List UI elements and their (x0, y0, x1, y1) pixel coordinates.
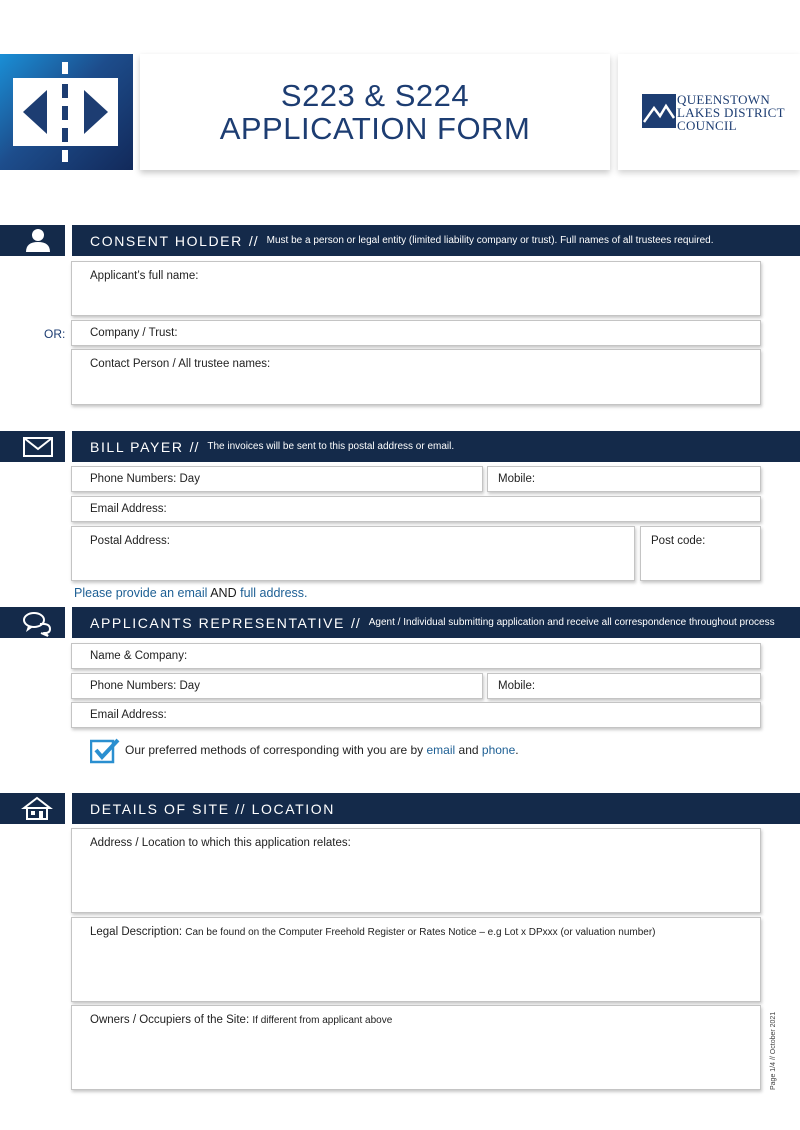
owners-occupiers-label (90, 1014, 392, 1026)
legal-description-title: Legal Description: (90, 926, 183, 938)
logo-stripes-icon (0, 54, 133, 170)
mountain-logo-icon (642, 94, 676, 128)
rep-phone-field[interactable] (71, 673, 483, 699)
consent-holder-icon-box (0, 225, 65, 256)
representative-icon-box (0, 607, 65, 638)
applicant-name-field[interactable] (71, 261, 761, 316)
preference-and: and (458, 743, 479, 757)
contact-person-label: Contact Person / All trustee names: (90, 358, 271, 370)
representative-note: Agent / Individual submitting application and receive all correspondence throughout process (368, 617, 775, 628)
form-logo (0, 54, 133, 170)
legal-description-label (90, 926, 656, 938)
preferred-contact-text (125, 743, 519, 757)
speech-bubbles-icon (0, 607, 65, 638)
council-line-3: COUNCIL (677, 118, 737, 133)
bill-mobile-label: Mobile: (498, 473, 536, 485)
site-icon-box (0, 793, 65, 824)
bill-payer-icon-box (0, 431, 65, 462)
rep-email-field[interactable] (71, 702, 761, 728)
section-slash: // (248, 232, 259, 249)
owners-occupiers-title: Owners / Occupiers of the Site: (90, 1014, 250, 1026)
preference-text: Our preferred methods of corresponding with you are by (125, 743, 424, 757)
envelope-icon (0, 431, 65, 462)
council-name (677, 93, 785, 132)
representative-title: APPLICANTS REPRESENTATIVE (90, 614, 345, 631)
person-icon (0, 225, 65, 256)
page-footer: Page 1/4 // October 2021 (770, 1011, 777, 1090)
bill-email-field[interactable] (71, 496, 761, 522)
owners-occupiers-field[interactable] (71, 1005, 761, 1090)
consent-holder-title: CONSENT HOLDER (90, 232, 243, 249)
rep-mobile-field[interactable] (487, 673, 761, 699)
council-line-2: LAKES DISTRICT (677, 105, 785, 120)
preferred-contact-checkbox[interactable] (90, 738, 120, 764)
bill-payer-note: The invoices will be sent to this postal address or email. (207, 441, 455, 452)
bill-postal-label: Postal Address: (90, 535, 170, 547)
house-icon (0, 793, 65, 824)
rep-phone-label: Phone Numbers: Day (90, 680, 200, 692)
rep-mobile-label: Mobile: (498, 680, 536, 692)
preference-email: email (426, 743, 456, 757)
bill-payer-bar (72, 431, 800, 462)
site-title: DETAILS OF SITE // LOCATION (90, 800, 335, 817)
section-slash: // (189, 438, 200, 455)
reminder-part3: full address. (240, 586, 308, 600)
consent-holder-bar (72, 225, 800, 256)
consent-holder-note: Must be a person or legal entity (limited liability company or trust). Full names of all trustees required. (266, 235, 714, 246)
council-card (618, 54, 800, 170)
rep-email-label: Email Address: (90, 709, 167, 721)
bill-postal-field[interactable] (71, 526, 635, 581)
email-address-reminder (74, 586, 308, 600)
contact-person-field[interactable] (71, 349, 761, 405)
bill-mobile-field[interactable] (487, 466, 761, 492)
site-bar (72, 793, 800, 824)
rep-name-field[interactable] (71, 643, 761, 669)
representative-bar (72, 607, 800, 638)
form-title-line2: APPLICATION FORM (219, 111, 531, 146)
bill-phone-label: Phone Numbers: Day (90, 473, 200, 485)
legal-description-field[interactable] (71, 917, 761, 1002)
or-label: OR: (44, 327, 66, 341)
title-card (140, 54, 610, 170)
owners-occupiers-note: If different from applicant above (252, 1015, 393, 1026)
rep-name-label: Name & Company: (90, 650, 188, 662)
preference-phone: phone (481, 743, 516, 757)
company-trust-label: Company / Trust: (90, 327, 178, 339)
site-address-label: Address / Location to which this application relates: (90, 837, 351, 849)
checkmark-icon (90, 738, 120, 764)
council-line-1: QUEENSTOWN (677, 92, 771, 107)
applicant-name-label: Applicant’s full name: (90, 270, 199, 282)
site-address-field[interactable] (71, 828, 761, 913)
bill-postcode-label: Post code: (651, 535, 706, 547)
company-trust-field[interactable] (71, 320, 761, 346)
bill-email-label: Email Address: (90, 503, 167, 515)
bill-payer-title: BILL PAYER (90, 438, 184, 455)
bill-postcode-field[interactable] (640, 526, 761, 581)
section-slash: // (350, 614, 361, 631)
reminder-part1: Please provide an email (74, 586, 208, 600)
preference-end: . (515, 743, 519, 757)
reminder-and: AND (210, 586, 237, 600)
bill-phone-field[interactable] (71, 466, 483, 492)
form-title-line1: S223 & S224 (280, 78, 470, 113)
legal-description-note: Can be found on the Computer Freehold Register or Rates Notice – e.g Lot x DPxxx (or valuation number) (185, 927, 656, 938)
